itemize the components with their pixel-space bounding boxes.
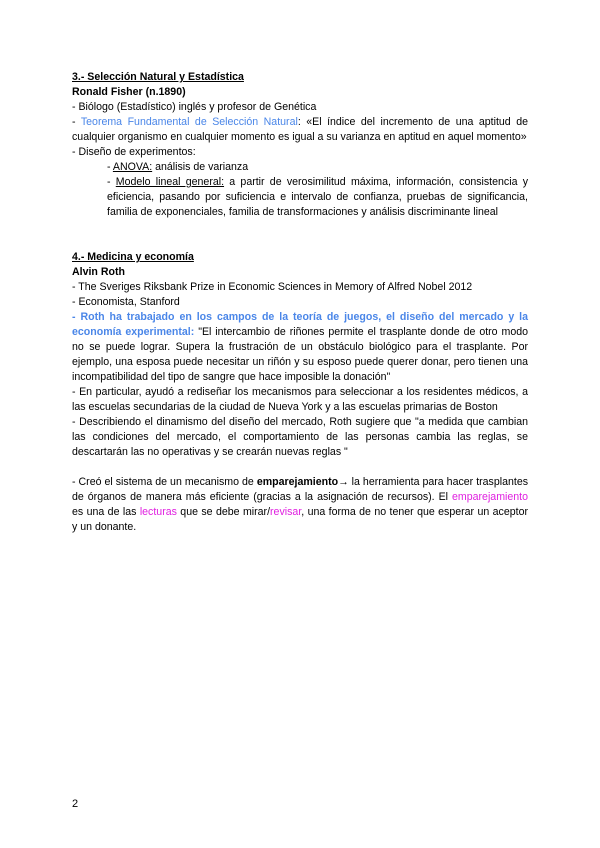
lecturas-highlight: lecturas [139,506,177,518]
modelo-text: a partir de verosimilitud máxima, información, consistencia y eficiencia, pasando por suficiencia e intervalo de confianza, pruebas de significancia, familia de exponenciales, familia de transformaciones y análisis discriminante lineal [107,176,528,218]
page-number: 2 [72,798,79,810]
section3-person: Ronald Fisher (n.1890) [72,86,186,98]
roth-fields: - Roth ha trabajado en los campos de la teoría de juegos, el diseño del mercado y la economía experimental: [72,311,528,338]
section4-paragraph6 [72,475,528,535]
text: - Creó el sistema de un mecanismo de [72,476,257,488]
section4-line2: - Economista, Stanford [72,296,180,308]
text: es una de las [72,506,140,518]
dash: - [107,176,116,188]
text: que se debe mirar/ [176,506,271,518]
emparejamiento-bold: emparejamiento [256,476,339,488]
anova-text: análisis de varianza [152,161,249,173]
section3-line2 [72,115,528,145]
anova-term: ANOVA: [112,161,153,173]
emparejamiento-highlight: emparejamiento [452,491,528,503]
section4-heading: 4.- Medicina y economía [72,251,194,263]
section4-line4: - En particular, ayudó a rediseñar los mecanismos para seleccionar a los residentes médicos, a las escuelas secundarias de la ciudad de Nueva York y a las escuelas primarias de Boston [72,386,528,413]
text: , una forma de no tener que esperar un aceptor y un donante. [72,506,528,533]
section4-person: Alvin Roth [72,266,125,278]
dash: - [72,116,81,128]
roth-quote: "El intercambio de riñones permite el trasplante donde de otro modo no se puede lograr. Supera la frustración de un obstáculo biológico para el trasplante. Por ejemplo, una esposa puede necesitar un riñón y su esposo puede querer donar, pero tienen una incompatibilidad del tipo de sangre que hace imposible la donación" [72,326,528,383]
section4-line1: - The Sveriges Riksbank Prize in Economic Sciences in Memory of Alfred Nobel 2012 [72,281,473,293]
section4-line3 [72,310,528,385]
revisar-highlight: revisar [270,506,302,518]
section3-line1: - Biólogo (Estadístico) inglés y profesor de Genética [72,101,317,113]
theorem-text: : «El índice del incremento de una aptitud de cualquier organismo en cualquier momento es igual a su varianza en aptitud en aquel momento» [72,116,528,143]
section4-line5: - Describiendo el dinamismo del diseño del mercado, Roth sugiere que "a medida que cambian las condiciones del mercado, el comportamiento de las personas cambia las reglas, se descartarán las no operativas y se crearán nuevas reglas " [72,416,528,458]
document-page [72,70,528,535]
section3-heading: 3.- Selección Natural y Estadística [72,71,244,83]
dash: - [107,161,113,173]
section3-line3: - Diseño de experimentos: [72,146,196,158]
modelo-term: Modelo lineal general: [115,176,225,188]
text: → la herramienta para hacer trasplantes de órganos de manera más eficiente (gracias a la asignación de recursos). El [72,476,529,503]
modelo-item [72,175,528,220]
anova-item [72,160,528,175]
theorem-link: Teorema Fundamental de Selección Natural [80,116,298,128]
